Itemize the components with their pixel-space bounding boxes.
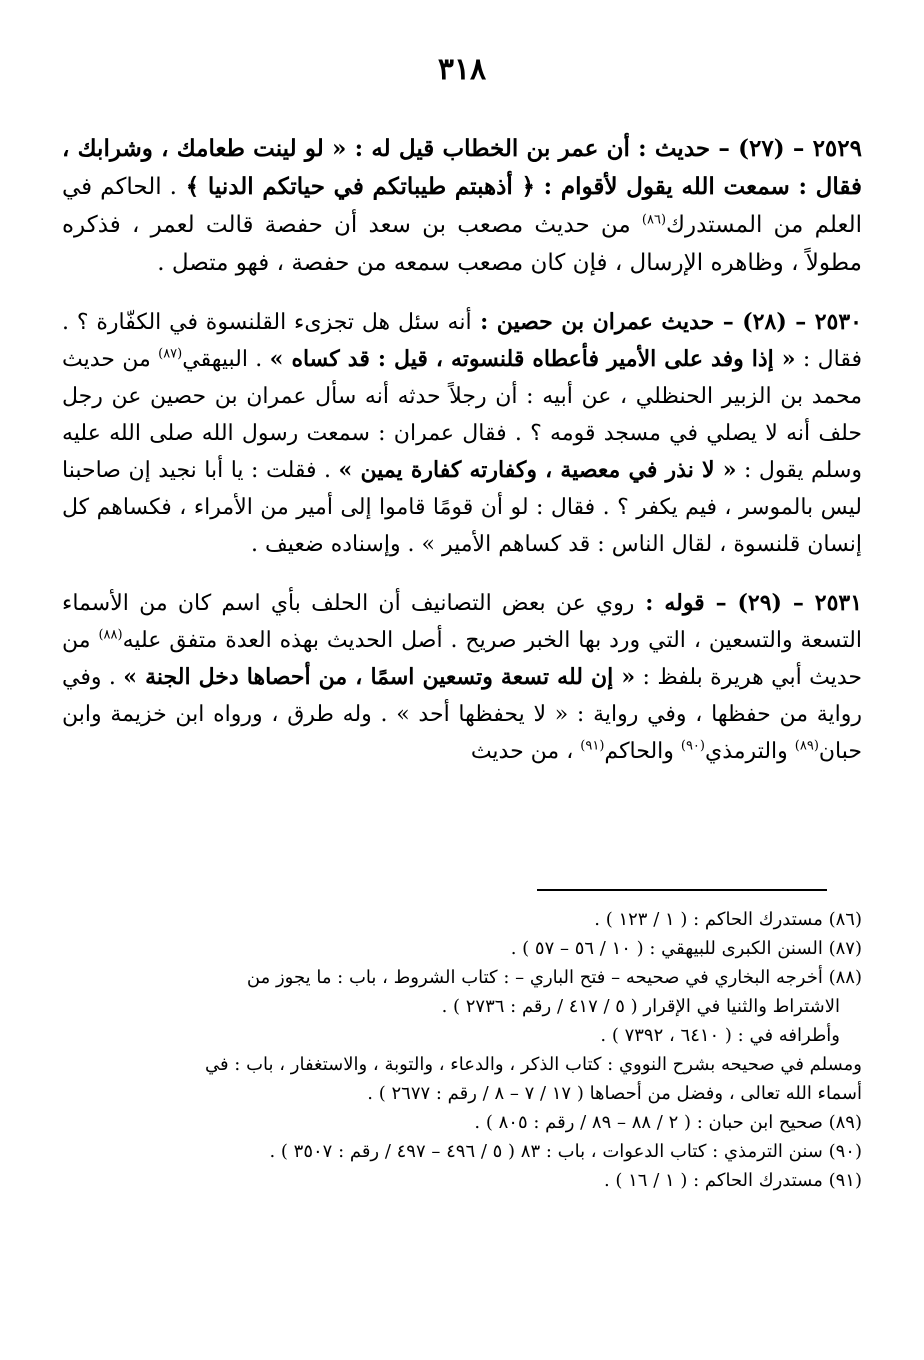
- footnote-line: (٨٧) السنن الكبرى للبيهقي : ( ١٠ / ٥٦ – ٥٧ ) .: [510, 938, 862, 959]
- text-segment: ، من حديث: [470, 739, 581, 764]
- footnote-reference: (٩٠): [680, 738, 705, 754]
- bold-text-segment: ٢٥٢٩ – (٢٧) – حديث : أن عمر بن الخطاب قيل له : « لو لينت طعامك ، وشرابك ، فقال : سمعت الله يقول لأقوام : ﴿ أذهبتم طيباتكم في حياتكم الدنيا ﴾: [62, 135, 862, 200]
- text-segment: أنه سئل هل تجزىء القلنسوة في الكفّارة ؟ . فقال :: [62, 310, 863, 372]
- text-segment: من حديث محمد بن الزبير الحنظلي ، عن أبيه : أن رجلاً حدثه أنه سأل عمران بن حصين عن رجل حلف أنه لا يصلي في مسجد قومه ؟ . فقال عمران : سمعت رسول الله صلى الله عليه وسلم يقول :: [62, 347, 863, 483]
- text-segment: من حديث مصعب بن سعد أن حفصة قالت لعمر ، فذكره مطولاً ، وظاهره الإرسال ، فإن كان مصعب سمعه من حفصة ، فهو متصل .: [62, 212, 862, 276]
- page-number: ٣١٨: [437, 52, 487, 87]
- hadith-entry: [62, 585, 862, 770]
- text-segment: . الحاكم في العلم من المستدرك: [62, 174, 862, 238]
- text-segment: والحاكم: [604, 739, 681, 764]
- footnote-line: (٩١) مستدرك الحاكم : ( ١ / ١٦ ) .: [603, 1170, 862, 1191]
- footnote-line: ومسلم في صحيحه بشرح النووي : كتاب الذكر ، والدعاء ، والتوبة ، والاستغفار ، باب : في: [204, 1054, 862, 1075]
- footnote-line: الاشتراط والثنيا في الإقرار ( ٥ / ٤١٧ / رقم : ٢٧٣٦ ) .: [441, 996, 840, 1017]
- text-segment: والترمذي: [705, 739, 795, 764]
- footnotes: [62, 905, 862, 1195]
- footnote-line: أسماء الله تعالى ، وفضل من أحصاها ( ١٧ / ٧ – ٨ / رقم : ٢٦٧٧ ) .: [367, 1083, 862, 1104]
- text-segment: . وفي رواية من حفظها ، وفي رواية : « لا يحفظها أحد » . وله طرق ، ورواه ابن خزيمة وابن حبان: [62, 665, 862, 764]
- bold-text-segment: « لا نذر في معصية ، وكفارته كفارة يمين »: [338, 457, 737, 483]
- main-text: [62, 130, 862, 792]
- bold-text-segment: ٢٥٣١ – (٢٩) – قوله :: [634, 590, 863, 616]
- hadith-entry: [62, 130, 862, 282]
- footnote-separator: [537, 889, 827, 891]
- footnote-reference: (٨٧): [158, 346, 183, 362]
- hadith-entry: [62, 304, 862, 563]
- bold-text-segment: « إذا وفد على الأمير فأعطاه قلنسوته ، قيل : قد كساه »: [269, 346, 796, 372]
- footnote-line: (٩٠) سنن الترمذي : كتاب الدعوات ، باب : ٨٣ ( ٥ / ٤٩٦ – ٤٩٧ / رقم : ٣٥٠٧ ) .: [269, 1141, 862, 1162]
- footnote-reference: (٨٩): [794, 738, 819, 754]
- footnote-reference: (٨٦): [641, 212, 667, 228]
- text-segment: من حديث أبي هريرة بلفظ :: [62, 628, 862, 690]
- text-segment: روي عن بعض التصانيف أن الحلف بأي اسم كان من الأسماء التسعة والتسعين ، التي ورد بها الخبر صريح . أصل الحديث بهذه العدة متفق عليه: [62, 591, 862, 653]
- footnote-line: (٨٩) صحيح ابن حبان : ( ٢ / ٨٨ – ٨٩ / رقم : ٨٠٥ ) .: [474, 1112, 862, 1133]
- footnote-reference: (٩١): [580, 738, 605, 754]
- footnote-line: وأطرافه في : ( ٦٤١٠ ، ٧٣٩٢ ) .: [600, 1025, 840, 1046]
- footnote-line: (٨٨) أخرجه البخاري في صحيحه – فتح الباري – : كتاب الشروط ، باب : ما يجوز من: [246, 967, 862, 988]
- text-segment: . فقلت : يا أبا نجيد إن صاحبنا ليس بالموسر ، فيم يكفر ؟ . فقال : لو أن قومًا قاموا إلى أمير من الأمراء ، فكساهم كل إنسان قلنسوة ، لقال الناس : قد كساهم الأمير » . وإسناده ضعيف .: [62, 458, 862, 557]
- footnote-line: (٨٦) مستدرك الحاكم : ( ١ / ١٢٣ ) .: [594, 909, 862, 930]
- text-segment: . البيهقي: [182, 347, 270, 372]
- bold-text-segment: « إن لله تسعة وتسعين اسمًا ، من أحصاها دخل الجنة »: [123, 664, 636, 690]
- bold-text-segment: ٢٥٣٠ – (٢٨) – حديث عمران بن حصين :: [471, 309, 862, 335]
- footnote-reference: (٨٨): [98, 627, 123, 643]
